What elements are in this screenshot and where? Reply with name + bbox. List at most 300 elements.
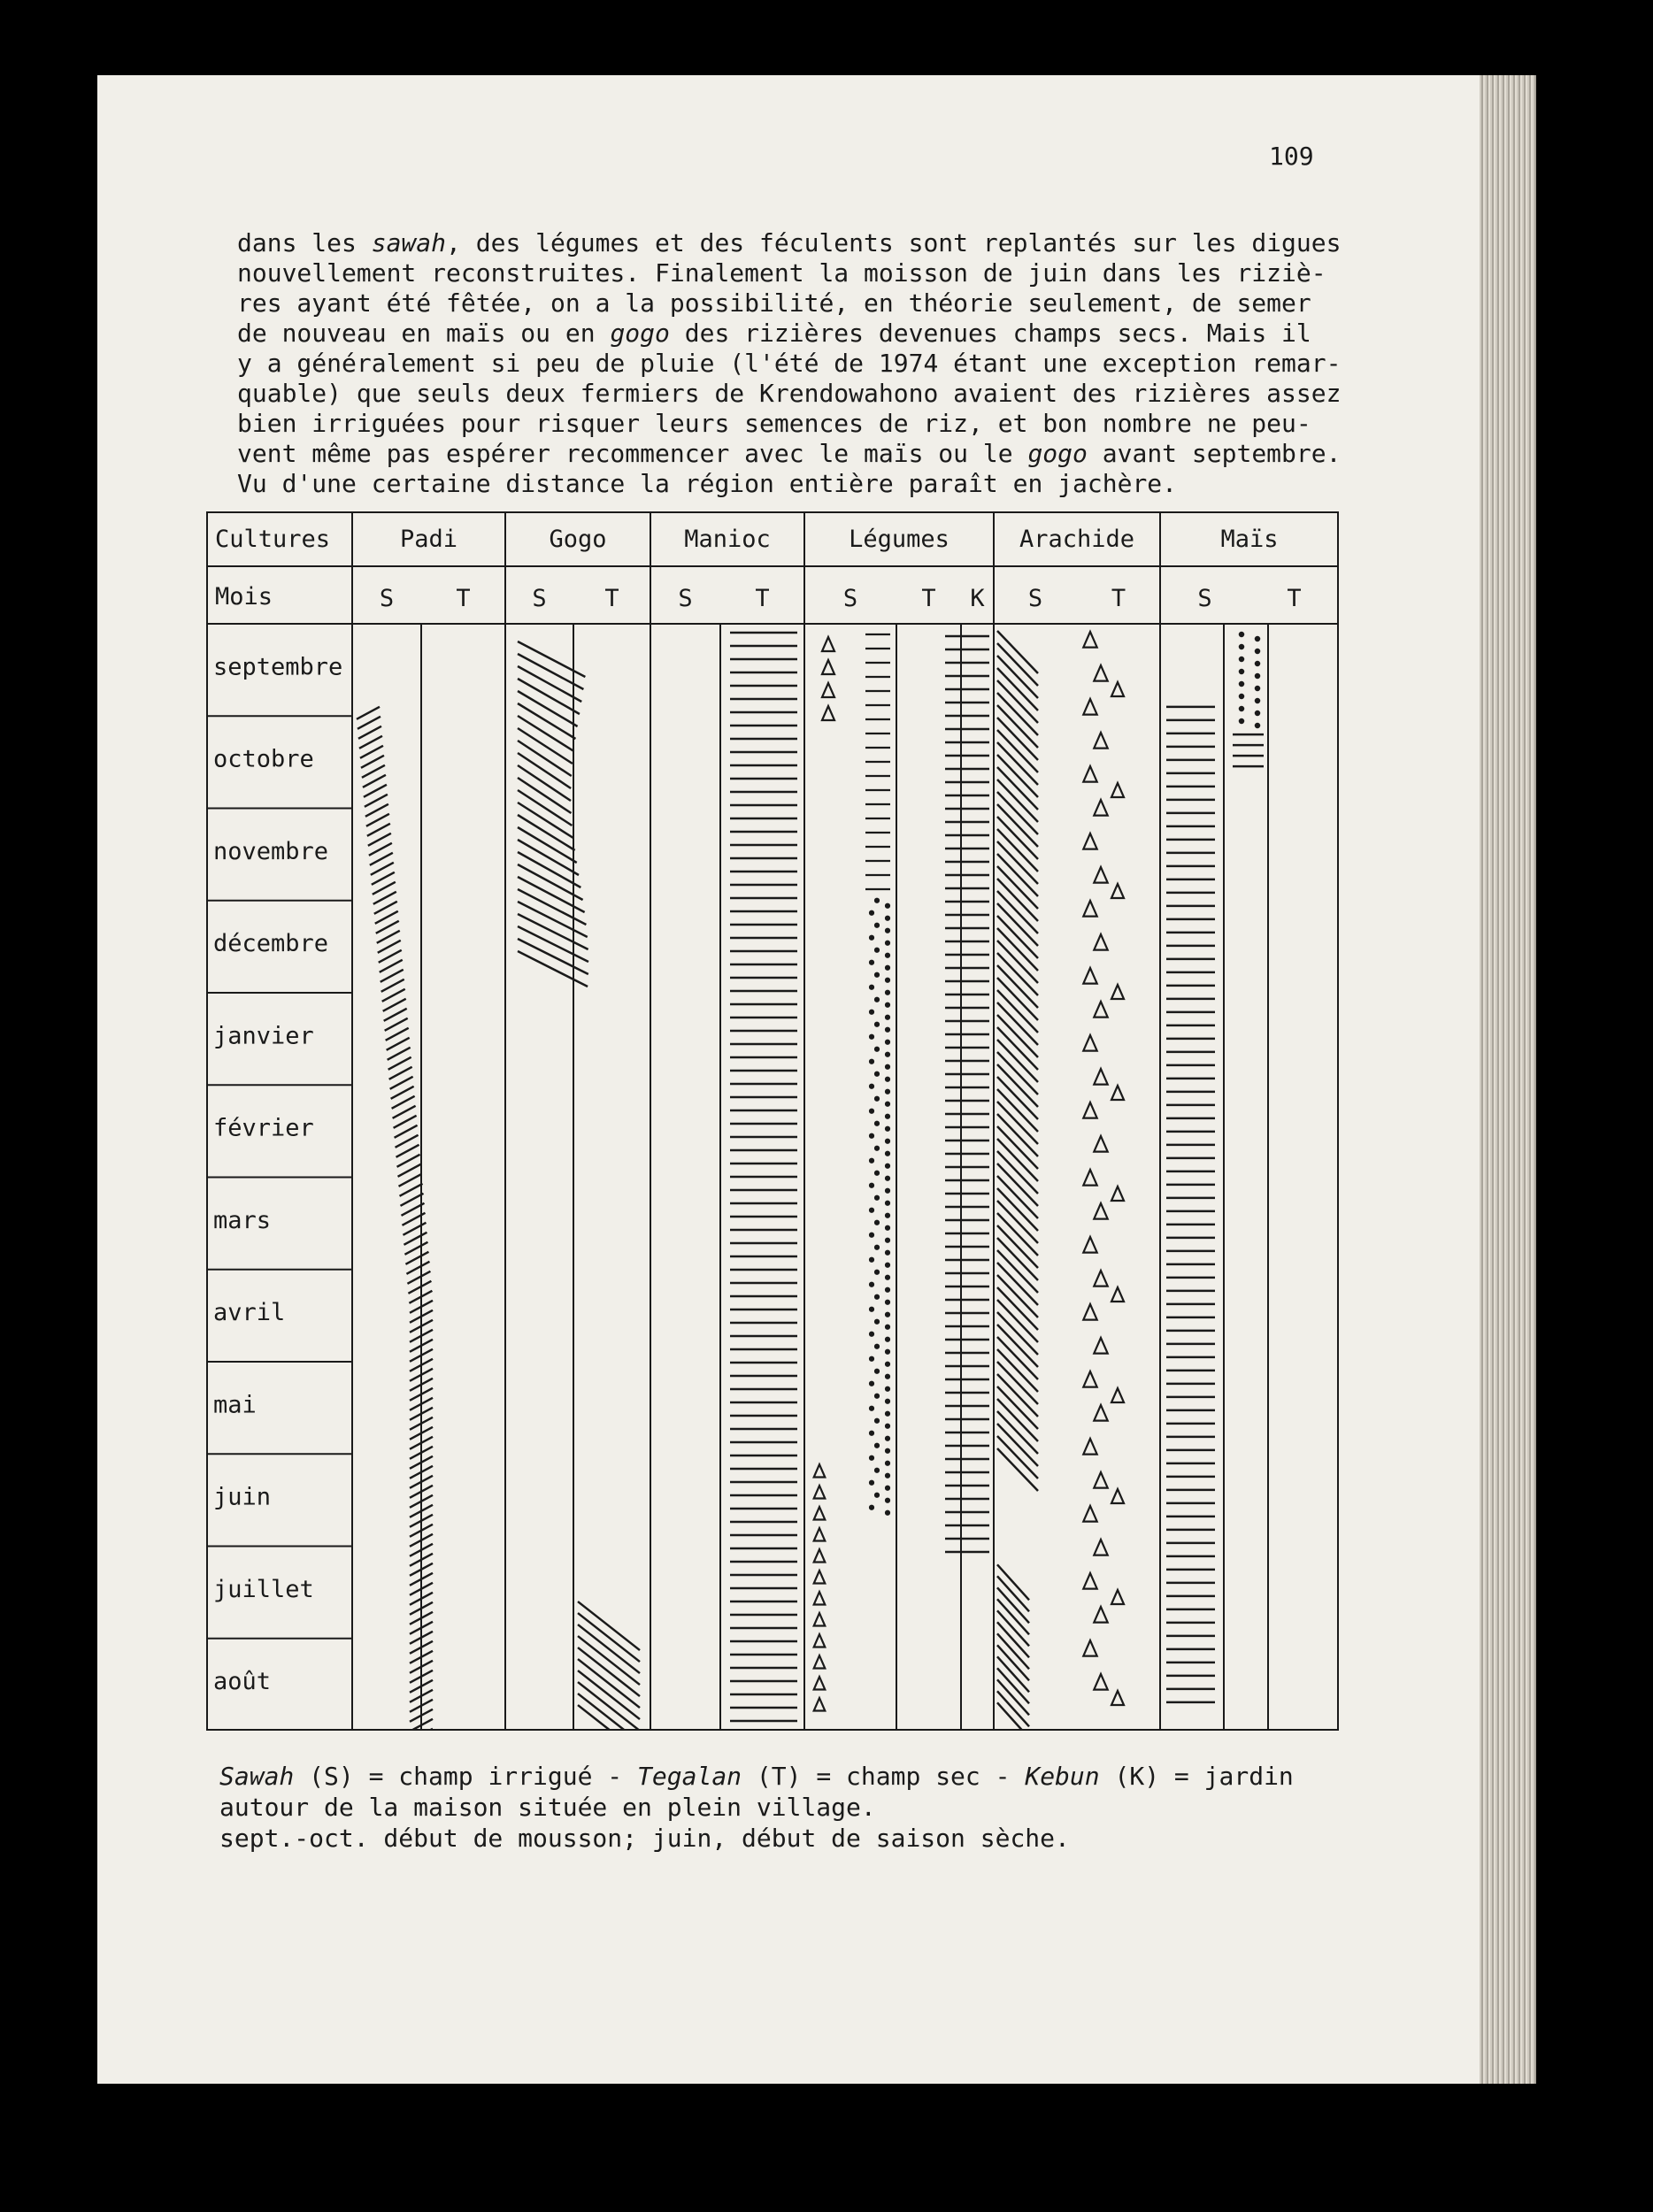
paragraph-line: vent même pas espérer recommencer avec le maïs ou le gogo avant septembre. xyxy=(237,439,1342,468)
dot-mark xyxy=(1256,649,1259,653)
hatch-stroke xyxy=(372,872,395,885)
triangle-mark xyxy=(822,660,834,674)
triangle-mark xyxy=(1111,985,1124,999)
hatch-stroke xyxy=(404,1233,427,1245)
triangle-mark xyxy=(1083,766,1096,782)
hatch-stroke xyxy=(380,960,403,972)
hatch-stroke xyxy=(376,921,399,933)
triangle-mark xyxy=(814,1528,826,1540)
triangle-mark xyxy=(1083,1640,1096,1656)
dot-mark xyxy=(875,1196,879,1200)
hatch-stroke xyxy=(387,1038,410,1050)
hatch-stroke xyxy=(997,1151,1038,1194)
dot-mark xyxy=(886,1164,889,1168)
hatch-stroke xyxy=(997,1250,1038,1293)
month-label: septembre xyxy=(213,653,343,681)
hatch-stroke xyxy=(997,755,1038,797)
subcolumn-label: T xyxy=(1287,585,1302,612)
hatch-stroke xyxy=(997,1362,1038,1404)
dot-mark xyxy=(1240,645,1243,649)
hatch-stroke xyxy=(997,643,1038,686)
subcolumn-label: K xyxy=(970,585,985,612)
triangle-mark xyxy=(1083,1170,1096,1186)
dot-mark xyxy=(875,1370,879,1373)
hatch-stroke xyxy=(997,916,1038,958)
hatch-stroke xyxy=(997,1027,1038,1070)
legumes-sawah-triangles xyxy=(814,637,834,1711)
dot-mark xyxy=(870,1407,873,1410)
dot-mark xyxy=(870,1209,873,1212)
hatch-stroke xyxy=(997,1325,1038,1367)
body-paragraph xyxy=(237,228,1361,499)
hatch-stroke xyxy=(997,705,1038,748)
hatch-stroke xyxy=(397,1155,420,1167)
hatch-stroke xyxy=(997,841,1038,884)
dot-mark xyxy=(886,1065,889,1069)
dot-mark xyxy=(886,991,889,995)
triangle-mark xyxy=(814,1486,826,1498)
dot-mark xyxy=(875,1419,879,1423)
hatch-stroke xyxy=(373,892,396,904)
hatch-stroke xyxy=(375,911,398,924)
dot-mark xyxy=(886,929,889,933)
hatch-stroke xyxy=(997,1201,1038,1243)
triangle-mark xyxy=(1111,1187,1124,1201)
month-label: décembre xyxy=(213,930,329,958)
caption-line-3: sept.-oct. début de mousson; juin, début de saison sèche. xyxy=(219,1824,1070,1853)
manioc-tegalan-lines xyxy=(730,633,797,1721)
dot-mark xyxy=(875,1345,879,1348)
triangle-mark xyxy=(814,1507,826,1519)
corner-cultures: Cultures xyxy=(215,526,331,553)
hatch-stroke xyxy=(997,730,1038,772)
gogo-tegalan-hatch xyxy=(578,1601,640,1731)
dot-mark xyxy=(1240,670,1243,673)
triangle-mark xyxy=(1111,783,1124,797)
hatch-stroke xyxy=(997,668,1038,710)
dot-mark xyxy=(870,911,873,915)
subcolumn-label: S xyxy=(842,585,858,612)
hatch-stroke xyxy=(997,767,1038,810)
caption-line-1: Sawah (S) = champ irrigué - Tegalan (T) = champ sec - Kebun (K) = jardin xyxy=(219,1762,1294,1791)
triangle-mark xyxy=(1094,1540,1107,1555)
dot-mark xyxy=(886,1202,889,1205)
hatch-stroke xyxy=(997,1064,1038,1107)
dot-mark xyxy=(1240,707,1243,710)
dot-mark xyxy=(1240,682,1243,686)
dot-mark xyxy=(875,1394,879,1398)
hatch-stroke xyxy=(997,1102,1038,1144)
paragraph-line: quable) que seuls deux fermiers de Krendowahono avaient des rizières assez xyxy=(237,379,1342,408)
dot-mark xyxy=(870,1357,873,1361)
hatch-stroke xyxy=(997,891,1038,933)
triangle-mark xyxy=(1111,1590,1124,1604)
hatch-stroke xyxy=(997,1349,1038,1392)
dot-mark xyxy=(886,1115,889,1118)
dot-mark xyxy=(875,1122,879,1125)
triangle-mark xyxy=(1094,800,1107,816)
dot-mark xyxy=(875,1295,879,1299)
dot-mark xyxy=(870,1506,873,1509)
hatch-stroke xyxy=(997,1702,1029,1731)
month-label: octobre xyxy=(213,745,314,773)
hatch-stroke xyxy=(997,1077,1038,1119)
triangle-mark xyxy=(1094,733,1107,749)
dot-mark xyxy=(886,1003,889,1007)
legumes-kebun-lines xyxy=(945,636,989,1552)
mais-marks xyxy=(1166,633,1264,1702)
dot-mark xyxy=(875,1221,879,1225)
hatch-stroke xyxy=(997,965,1038,1008)
hatch-stroke xyxy=(997,780,1038,822)
hatch-stroke xyxy=(370,853,393,865)
dot-mark xyxy=(886,1325,889,1329)
hatch-stroke xyxy=(386,1028,409,1041)
dot-mark xyxy=(875,1469,879,1472)
triangle-mark xyxy=(1083,833,1096,849)
hatch-stroke xyxy=(367,824,390,836)
dot-mark xyxy=(886,1449,889,1453)
triangle-mark xyxy=(1111,884,1124,898)
paragraph-line: bien irriguées pour risquer leurs semences de riz, et bon nombre ne peu- xyxy=(237,409,1311,438)
hatch-stroke xyxy=(997,1411,1038,1454)
month-label: août xyxy=(213,1668,272,1696)
triangle-mark xyxy=(814,1613,826,1625)
triangle-mark xyxy=(1094,1674,1107,1690)
hatch-stroke xyxy=(997,1287,1038,1330)
subcolumn-label: S xyxy=(379,585,395,612)
hatch-stroke xyxy=(392,1096,415,1109)
hatch-stroke xyxy=(997,879,1038,921)
hatch-stroke xyxy=(997,990,1038,1033)
triangle-mark xyxy=(814,1634,826,1647)
hatch-stroke xyxy=(997,817,1038,859)
hatch-stroke xyxy=(364,785,387,797)
hatch-stroke xyxy=(997,978,1038,1020)
hatch-stroke xyxy=(381,979,404,992)
hatch-stroke xyxy=(365,804,388,817)
dot-mark xyxy=(886,966,889,970)
month-label: mars xyxy=(213,1206,272,1234)
dot-mark xyxy=(886,1363,889,1366)
dot-mark xyxy=(886,1276,889,1279)
hatch-stroke xyxy=(368,833,391,846)
dot-mark xyxy=(886,1251,889,1255)
triangle-mark xyxy=(814,1549,826,1562)
hatch-stroke xyxy=(360,746,383,758)
hatch-stroke xyxy=(997,680,1038,723)
dot-mark xyxy=(870,1060,873,1064)
dot-mark xyxy=(1256,711,1259,715)
dot-mark xyxy=(886,1263,889,1267)
dot-mark xyxy=(886,1028,889,1032)
dot-mark xyxy=(875,1072,879,1076)
dot-mark xyxy=(886,1301,889,1304)
hatch-stroke xyxy=(997,928,1038,971)
hatch-stroke xyxy=(357,707,380,719)
dot-mark xyxy=(875,949,879,952)
hatch-stroke xyxy=(384,1009,407,1021)
dot-mark xyxy=(875,973,879,977)
dot-mark xyxy=(886,1511,889,1515)
paragraph-line: de nouveau en maïs ou en gogo des rizières devenues champs secs. Mais il xyxy=(237,319,1311,348)
crop-name: Padi xyxy=(399,526,458,553)
hatch-stroke xyxy=(407,1271,430,1284)
hatch-stroke xyxy=(997,742,1038,785)
hatch-stroke xyxy=(374,902,397,914)
dot-mark xyxy=(870,1184,873,1187)
hatch-stroke xyxy=(406,1262,429,1274)
dot-mark xyxy=(870,1481,873,1485)
hatch-stroke xyxy=(997,1225,1038,1268)
dot-mark xyxy=(875,1023,879,1026)
dot-mark xyxy=(886,1177,889,1180)
subcolumn-label: S xyxy=(532,585,547,612)
triangle-mark xyxy=(1083,1573,1096,1589)
triangle-mark xyxy=(1111,1691,1124,1705)
hatch-stroke xyxy=(997,866,1038,909)
hatch-stroke xyxy=(997,1002,1038,1045)
hatch-stroke xyxy=(997,804,1038,847)
hatch-stroke xyxy=(383,999,406,1011)
triangle-mark xyxy=(1083,699,1096,715)
dot-mark xyxy=(886,1090,889,1094)
triangle-mark xyxy=(822,683,834,697)
triangle-mark xyxy=(1083,1506,1096,1522)
subcolumn-label: S xyxy=(1027,585,1043,612)
dot-mark xyxy=(886,979,889,982)
hatch-stroke xyxy=(997,1052,1038,1094)
dot-mark xyxy=(875,1444,879,1448)
triangle-mark xyxy=(1094,1136,1107,1152)
paragraph-line: y a généralement si peu de pluie (l'été de 1974 étant une exception remar- xyxy=(237,349,1342,378)
dot-mark xyxy=(886,1437,889,1440)
triangle-mark xyxy=(814,1464,826,1477)
table-caption xyxy=(219,1761,1370,1854)
crop-name: Manioc xyxy=(684,526,771,553)
hatch-stroke xyxy=(365,795,388,807)
dot-mark xyxy=(870,1283,873,1286)
dot-mark xyxy=(886,1152,889,1156)
dot-mark xyxy=(886,1474,889,1478)
hatch-stroke xyxy=(997,631,1038,673)
hatch-stroke xyxy=(366,814,389,826)
hatch-stroke xyxy=(997,1399,1038,1441)
hatch-stroke xyxy=(408,1281,431,1294)
hatch-stroke xyxy=(997,1448,1038,1491)
dot-mark xyxy=(886,1127,889,1131)
dot-mark xyxy=(870,961,873,964)
paragraph-line: nouvellement reconstruites. Finalement la moisson de juin dans les riziè- xyxy=(237,258,1326,288)
dot-mark xyxy=(1256,699,1259,703)
hatch-stroke xyxy=(369,843,392,856)
triangle-mark xyxy=(1094,1405,1107,1421)
subcolumn-label: T xyxy=(456,585,471,612)
dot-mark xyxy=(875,998,879,1002)
dot-mark xyxy=(870,1110,873,1113)
dot-mark xyxy=(870,1456,873,1460)
page-edge xyxy=(1480,75,1536,2084)
month-label: avril xyxy=(213,1299,286,1327)
hatch-stroke xyxy=(997,1238,1038,1280)
dot-mark xyxy=(875,1271,879,1274)
caption-line-2: autour de la maison située en plein village. xyxy=(219,1793,876,1822)
hatch-stroke xyxy=(997,1275,1038,1317)
page-number: 109 xyxy=(1269,142,1314,171)
dot-mark xyxy=(870,1035,873,1039)
triangle-mark xyxy=(1094,1271,1107,1286)
dot-mark xyxy=(1256,674,1259,678)
dot-mark xyxy=(870,986,873,989)
subcolumn-label: T xyxy=(1111,585,1126,612)
hatch-stroke xyxy=(388,1048,411,1060)
dot-mark xyxy=(1240,719,1243,723)
triangle-mark xyxy=(814,1655,826,1668)
triangle-mark xyxy=(1083,1304,1096,1320)
dot-mark xyxy=(875,899,879,902)
hatch-stroke xyxy=(997,1114,1038,1156)
dot-mark xyxy=(875,1147,879,1150)
triangle-mark xyxy=(1094,665,1107,681)
dot-mark xyxy=(1240,657,1243,661)
hatch-stroke xyxy=(997,953,1038,995)
hatch-stroke xyxy=(400,1184,423,1196)
dot-mark xyxy=(886,1486,889,1490)
hatch-stroke xyxy=(403,1223,426,1235)
hatch-stroke xyxy=(997,1164,1038,1206)
crop-name: Gogo xyxy=(549,526,607,553)
triangle-mark xyxy=(1083,1035,1096,1051)
table-border xyxy=(207,512,1338,1730)
dot-mark xyxy=(886,1041,889,1044)
hatch-stroke xyxy=(363,775,386,787)
triangle-mark xyxy=(1083,1102,1096,1118)
triangle-mark xyxy=(1083,901,1096,917)
hatch-stroke xyxy=(396,1145,419,1157)
hatch-stroke xyxy=(997,941,1038,983)
subcolumn-label: T xyxy=(604,585,619,612)
dot-mark xyxy=(886,917,889,920)
hatch-stroke xyxy=(391,1087,414,1099)
hatch-stroke xyxy=(393,1106,416,1118)
hatch-stroke xyxy=(373,882,396,895)
hatch-stroke xyxy=(997,1424,1038,1466)
dot-mark xyxy=(1256,662,1259,665)
dot-mark xyxy=(886,1288,889,1292)
dot-mark xyxy=(886,1016,889,1019)
dot-mark xyxy=(886,1313,889,1317)
hatch-stroke xyxy=(398,1164,421,1177)
month-label: juin xyxy=(213,1483,272,1511)
hatch-stroke xyxy=(997,903,1038,946)
hatch-stroke xyxy=(997,1386,1038,1429)
dot-mark xyxy=(886,1462,889,1465)
hatch-stroke xyxy=(997,1312,1038,1355)
triangle-mark xyxy=(814,1571,826,1583)
hatch-stroke xyxy=(358,717,381,729)
dot-mark xyxy=(886,954,889,957)
month-label: novembre xyxy=(213,837,329,865)
dot-mark xyxy=(875,1320,879,1324)
dot-mark xyxy=(886,1214,889,1217)
hatch-stroke xyxy=(394,1116,417,1128)
hatch-stroke xyxy=(997,829,1038,872)
triangle-mark xyxy=(1094,1607,1107,1623)
triangle-mark xyxy=(1094,1002,1107,1018)
crop-calendar-table xyxy=(206,511,1339,1731)
corner-mois: Mois xyxy=(215,583,273,611)
hatch-stroke xyxy=(997,1176,1038,1218)
triangle-mark xyxy=(1094,1338,1107,1354)
triangle-mark xyxy=(1094,1203,1107,1219)
dot-mark xyxy=(870,1382,873,1386)
dot-mark xyxy=(870,936,873,940)
dot-mark xyxy=(870,1134,873,1138)
dot-mark xyxy=(886,1375,889,1379)
dot-mark xyxy=(875,1048,879,1051)
triangle-mark xyxy=(814,1677,826,1689)
dot-mark xyxy=(870,1010,873,1014)
hatch-stroke xyxy=(997,1374,1038,1417)
dot-mark xyxy=(886,1102,889,1106)
crop-calendar-drawing xyxy=(206,511,1339,1731)
hatch-stroke xyxy=(404,1242,427,1255)
triangle-mark xyxy=(1083,1439,1096,1455)
hatch-stroke xyxy=(358,726,381,739)
dot-mark xyxy=(875,1494,879,1497)
hatch-stroke xyxy=(405,1252,428,1264)
hatch-stroke xyxy=(396,1135,419,1148)
triangle-mark xyxy=(814,1592,826,1604)
subcolumn-label: T xyxy=(755,585,770,612)
paragraph-line: Vu d'une certaine distance la région entière paraît en jachère. xyxy=(237,469,1178,498)
dot-mark xyxy=(1240,695,1243,698)
month-label: janvier xyxy=(213,1022,314,1050)
dot-mark xyxy=(886,1140,889,1143)
subcolumn-label: S xyxy=(1197,585,1212,612)
month-label: février xyxy=(213,1114,314,1142)
hatch-stroke xyxy=(997,792,1038,834)
triangle-mark xyxy=(1111,682,1124,696)
hatch-stroke xyxy=(997,1188,1038,1231)
hatch-stroke xyxy=(378,941,401,953)
hatch-stroke xyxy=(382,989,405,1002)
triangle-mark xyxy=(814,1698,826,1710)
triangle-mark xyxy=(1094,934,1107,950)
paragraph-line: res ayant été fêtée, on a la possibilité, en théorie seulement, de semer xyxy=(237,288,1311,318)
hatch-stroke xyxy=(997,1337,1038,1379)
triangle-mark xyxy=(1083,632,1096,648)
dot-mark xyxy=(886,1412,889,1416)
triangle-mark xyxy=(1083,1237,1096,1253)
crop-name: Arachide xyxy=(1019,526,1135,553)
hatch-stroke xyxy=(361,756,384,768)
arachide-tegalan-triangles xyxy=(1083,632,1124,1705)
legumes-tegalan-marks xyxy=(865,634,890,1515)
dot-mark xyxy=(886,941,889,945)
month-label: juillet xyxy=(213,1575,314,1603)
arachide-sawah-hatch xyxy=(997,631,1038,1731)
dot-mark xyxy=(875,1246,879,1249)
triangle-mark xyxy=(1083,1371,1096,1387)
triangle-mark xyxy=(1094,867,1107,883)
hatch-stroke xyxy=(997,1126,1038,1169)
dot-mark xyxy=(870,1085,873,1088)
dot-mark xyxy=(1240,633,1243,636)
hatch-stroke xyxy=(997,1263,1038,1305)
hatch-stroke xyxy=(997,1040,1038,1082)
hatch-stroke xyxy=(997,1139,1038,1181)
